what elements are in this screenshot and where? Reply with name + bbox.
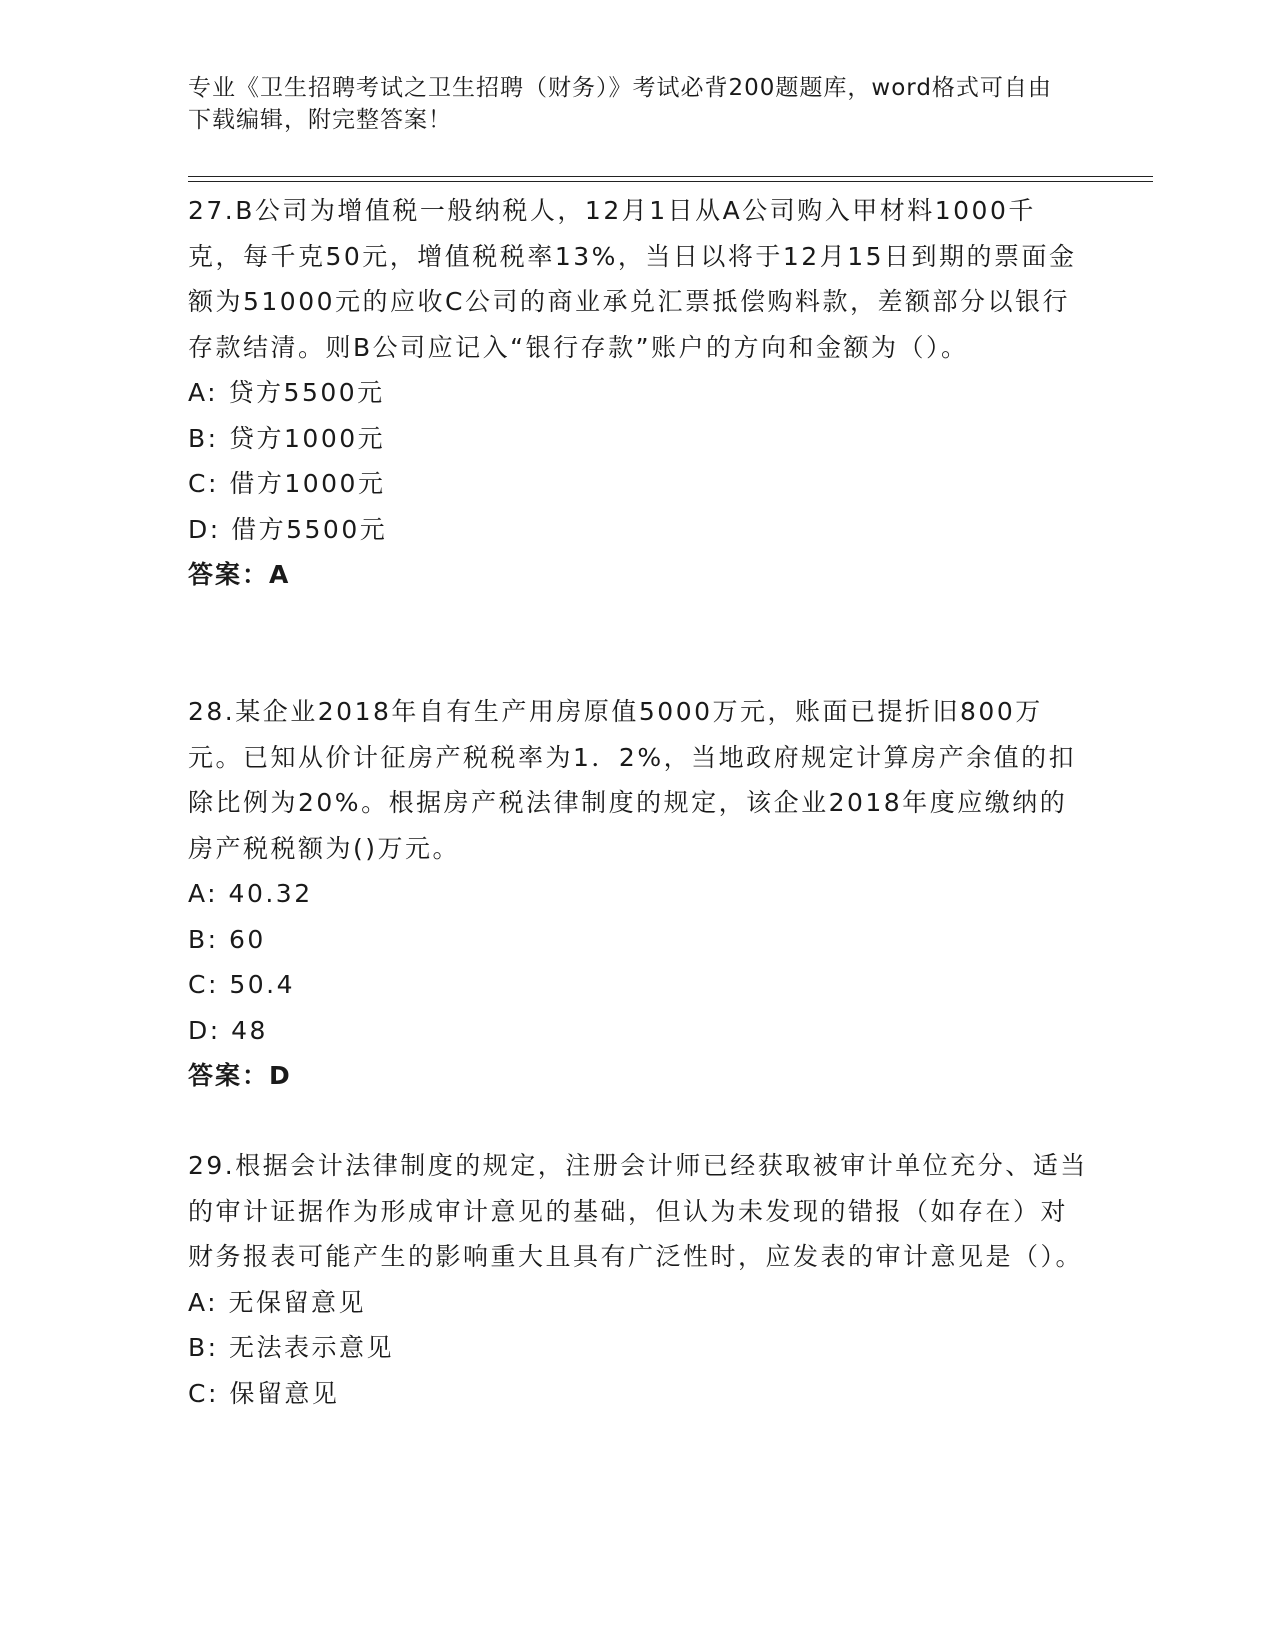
- question-28: [188, 689, 1088, 1099]
- answer-label: 答案：A: [188, 560, 291, 589]
- header-divider-bottom: [188, 181, 1153, 182]
- option-a: A: 贷方5500元: [188, 378, 385, 407]
- option-c: C: 保留意见: [188, 1378, 340, 1408]
- option-c: C: 50.4: [188, 970, 295, 999]
- header-divider-top: [188, 176, 1153, 177]
- option-a: A: 40.32: [188, 879, 313, 908]
- option-a: A: 无保留意见: [188, 1287, 367, 1317]
- answer-label: 答案：D: [188, 1061, 292, 1090]
- option-b: B: 贷方1000元: [188, 423, 386, 453]
- option-b: B: 60: [188, 924, 266, 954]
- option-d: D: 48: [188, 1015, 268, 1045]
- question-29: [188, 1143, 1088, 1416]
- option-c: C: 借方1000元: [188, 469, 386, 498]
- option-b: B: 无法表示意见: [188, 1333, 395, 1362]
- question-27: [188, 188, 1088, 598]
- question-stem: 29.根据会计法律制度的规定，注册会计师已经获取被审计单位充分、适当的审计证据作为形成审计意见的基础，但认为未发现的错报（如存在）对财务报表可能产生的影响重大且具有广泛性时，应发表的审计意见是（）。: [188, 1151, 1088, 1271]
- document-header: 专业《卫生招聘考试之卫生招聘（财务）》考试必背200题题库，word格式可自由下载编辑，附完整答案！: [188, 75, 1052, 133]
- question-stem: 28.某企业2018年自有生产用房原值5000万元，账面已提折旧800万元。已知从价计征房产税税率为1．2%，当地政府规定计算房产余值的扣除比例为20%。根据房产税法律制度的规定，该企业2018年度应缴纳的房产税税额为()万元。: [188, 697, 1077, 863]
- question-stem: 27.B公司为增值税一般纳税人，12月1日从A公司购入甲材料1000千克，每千克50元，增值税税率13%，当日以将于12月15日到期的票面金额为51000元的应收C公司的商业承兑汇票抵偿购料款，差额部分以银行存款结清。则B公司应记入“银行存款”账户的方向和金额为（）。: [188, 196, 1077, 362]
- option-d: D: 借方5500元: [188, 514, 388, 544]
